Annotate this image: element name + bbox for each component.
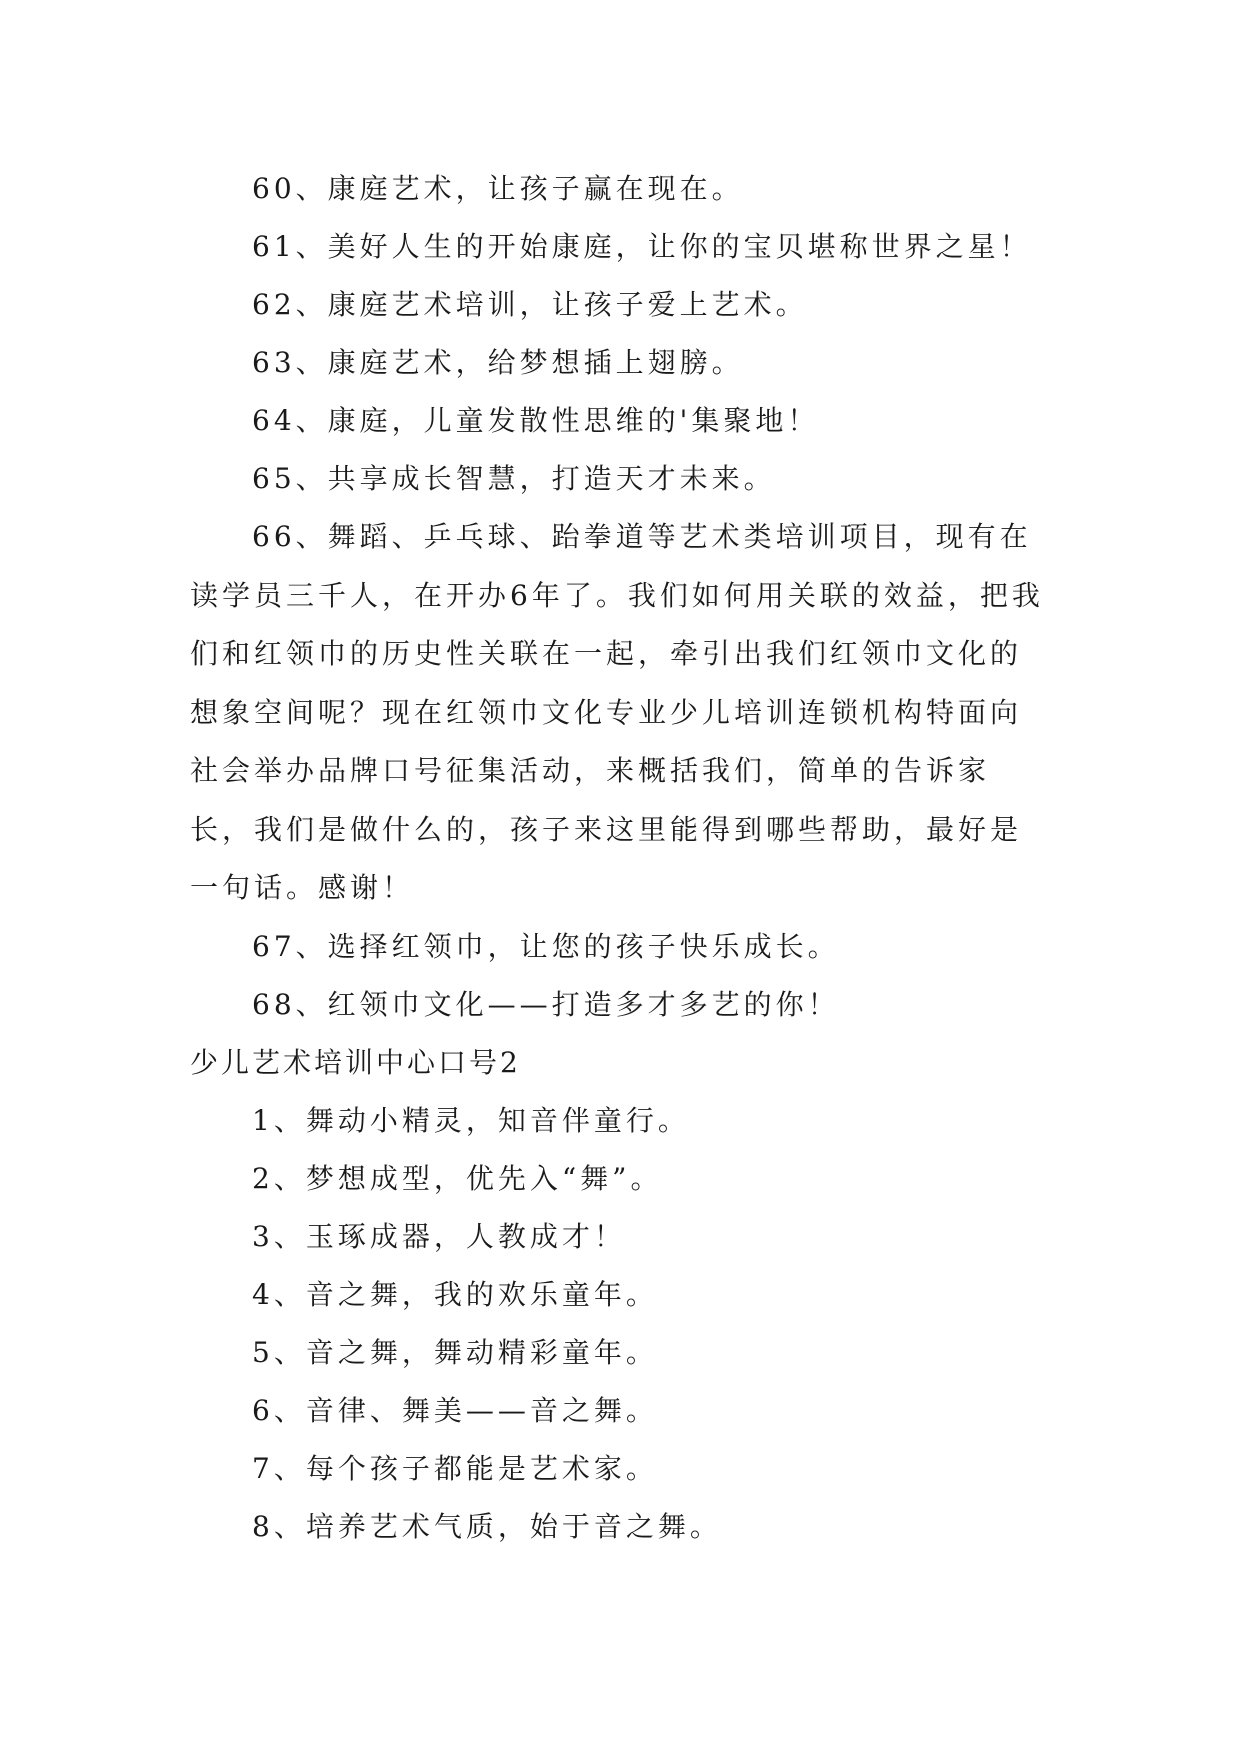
section2-item: 5、音之舞，舞动精彩童年。 [252,1335,658,1369]
slogan-65: 65、共享成长智慧，打造天才未来。 [252,462,776,495]
slogan-62: 62、康庭艺术培训，让孩子爱上艺术。 [252,288,808,321]
section2-item: 1、舞动小精灵，知音伴童行。 [252,1103,690,1137]
slogan-63: 63、康庭艺术，给梦想插上翅膀。 [252,346,744,379]
section2-item: 6、音律、舞美——音之舞。 [252,1393,658,1427]
slogan-66-paragraph: 66、舞蹈、乒乓球、跆拳道等艺术类培训项目，现有在读学员三千人，在开办6年了。我们如何用关联的效益，把我们和红领巾的历史性关联在一起，牵引出我们红领巾文化的想象空间呢？现在红领巾文化专业少儿培训连锁机构特面向社会举办品牌口号征集活动，来概括我们，简单的告诉家长，我们是做什么的，孩子来这里能得到哪些帮助，最好是一句话。感谢！ [190,520,1044,904]
section-title: 少儿艺术培训中心口号2 [190,1045,521,1079]
section2-item: 4、音之舞，我的欢乐童年。 [252,1277,658,1311]
section2-item: 3、玉琢成器，人教成才！ [252,1219,626,1253]
slogan-61: 61、美好人生的开始康庭，让你的宝贝堪称世界之星！ [252,230,1032,263]
section2-item: 8、培养艺术气质，始于音之舞。 [252,1509,722,1543]
slogan-64: 64、康庭，儿童发散性思维的'集聚地！ [252,404,820,437]
slogan-67: 67、选择红领巾，让您的孩子快乐成长。 [252,929,840,963]
section2-item: 7、每个孩子都能是艺术家。 [252,1451,658,1485]
document-content [190,160,1060,1556]
slogan-68: 68、红领巾文化——打造多才多艺的你！ [252,987,840,1021]
section2-item: 2、梦想成型，优先入“舞”。 [252,1161,663,1195]
slogan-60: 60、康庭艺术，让孩子赢在现在。 [252,172,744,205]
